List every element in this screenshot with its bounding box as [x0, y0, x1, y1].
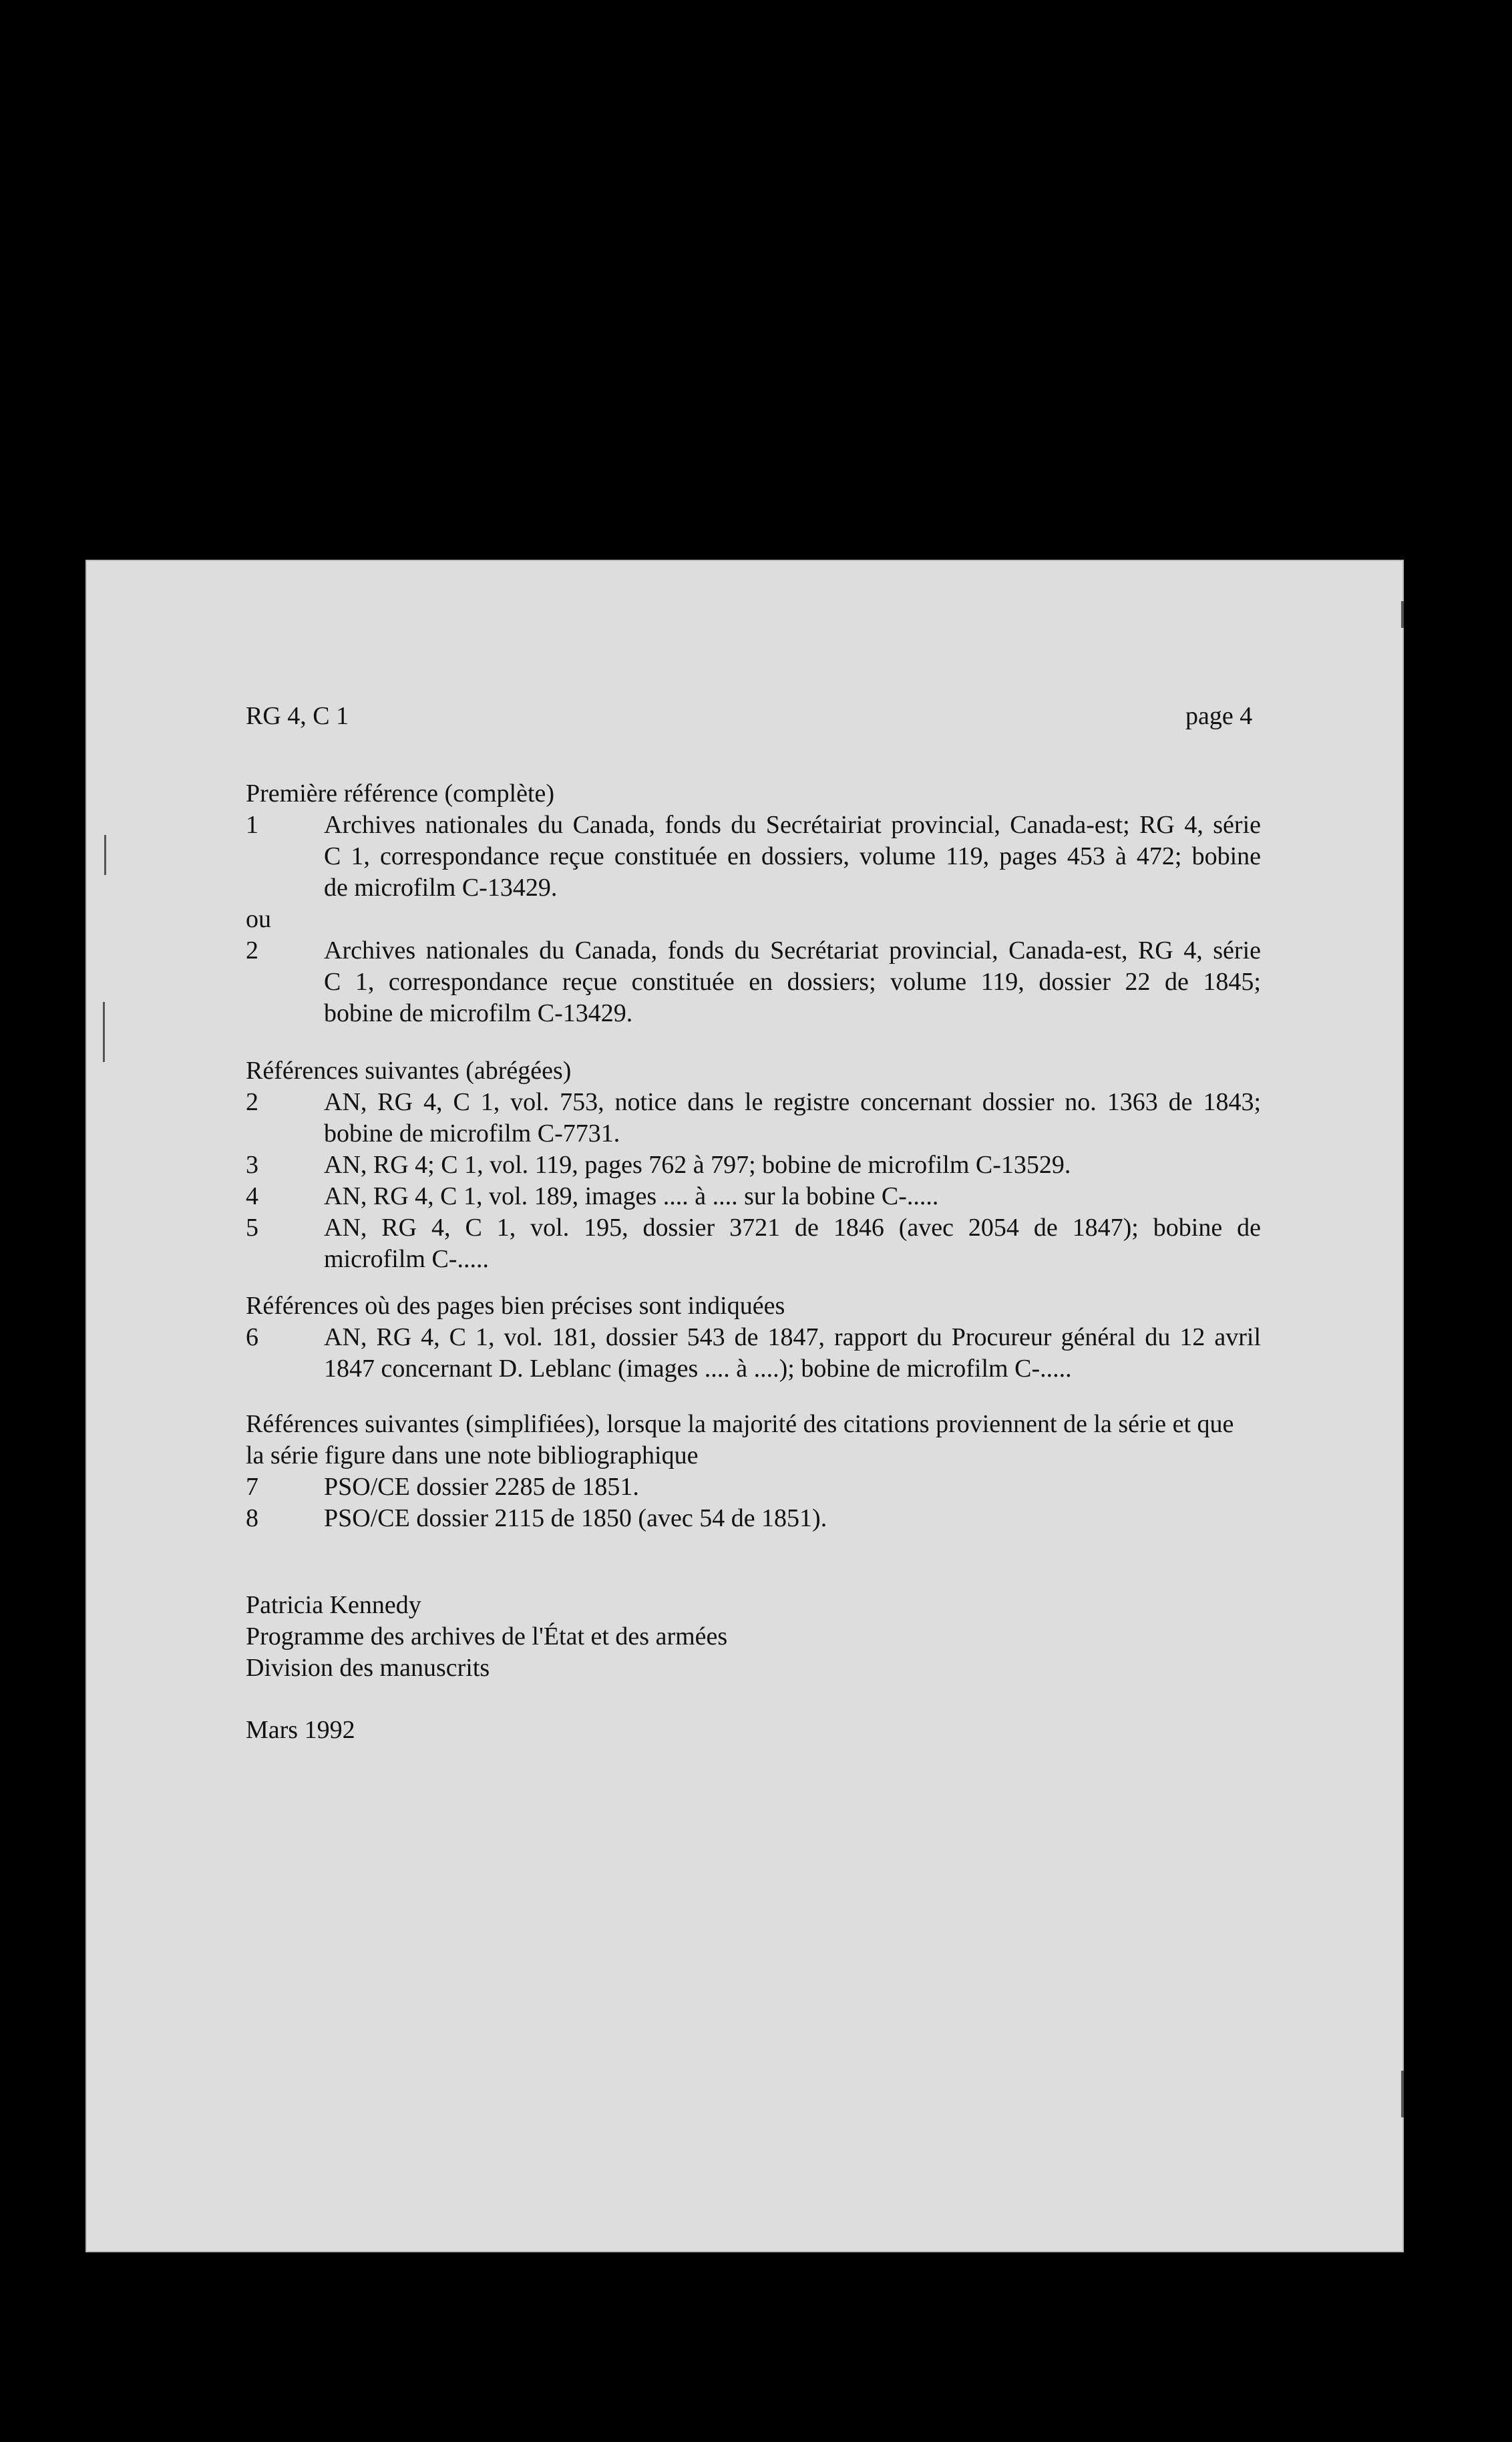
section-heading-full-reference: Première référence (complète) [246, 779, 555, 808]
reference-line: microfilm C-..... [324, 1245, 489, 1273]
reference-text [324, 1322, 1261, 1385]
reference-text [324, 1212, 1261, 1275]
reference-line: C 1, correspondance reçue constituée en dossiers; volume 119, dossier 22 de 1845; [324, 968, 1261, 996]
section-heading-short-references: Références suivantes (abrégées) [246, 1057, 572, 1085]
author-name: Patricia Kennedy [246, 1591, 421, 1619]
reference-text [324, 1471, 1261, 1503]
reference-line: AN, RG 4, C 1, vol. 753, notice dans le registre concernant dossier no. 1363 de 1843; [324, 1088, 1261, 1116]
reference-text [324, 1181, 1261, 1212]
reference-line: AN, RG 4, C 1, vol. 195, dossier 3721 de 1846 (avec 2054 de 1847); bobine de [324, 1214, 1261, 1242]
reference-text [324, 1087, 1261, 1150]
series-reference: RG 4, C 1 [246, 702, 349, 730]
reference-line: C 1, correspondance reçue constituée en dossiers, volume 119, pages 453 à 472; bobine [324, 842, 1261, 870]
reference-line: Archives nationales du Canada, fonds du Secrétariat provincial, Canada-est, RG 4, série [324, 936, 1261, 965]
reference-number: 3 [246, 1151, 258, 1179]
scan-artifact [103, 1002, 105, 1062]
reference-line: bobine de microfilm C-13429. [324, 999, 633, 1027]
reference-text [324, 1150, 1261, 1181]
reference-number: 8 [246, 1504, 258, 1532]
reference-text [324, 810, 1261, 904]
section-heading-simplified-references-continued: la série figure dans une note bibliographique [246, 1441, 699, 1469]
reference-number: 2 [246, 1088, 258, 1116]
section-heading-simplified-references: Références suivantes (simplifiées), lorsque la majorité des citations proviennent de la série et que [246, 1410, 1234, 1438]
reference-number: 4 [246, 1182, 258, 1210]
document-date: Mars 1992 [246, 1716, 355, 1744]
reference-line: de microfilm C-13429. [324, 874, 558, 902]
reference-number: 6 [246, 1323, 258, 1351]
scan-artifact [1401, 2071, 1404, 2117]
reference-line: 1847 concernant D. Leblanc (images .... à ....); bobine de microfilm C-..... [324, 1355, 1072, 1383]
reference-line: AN, RG 4, C 1, vol. 189, images .... à .... sur la bobine C-..... [324, 1182, 939, 1210]
program-name: Programme des archives de l'État et des armées [246, 1622, 728, 1650]
page-number: page 4 [1185, 702, 1253, 730]
reference-line: AN, RG 4, C 1, vol. 181, dossier 543 de 1847, rapport du Procureur général du 12 avril [324, 1323, 1261, 1351]
reference-line: PSO/CE dossier 2285 de 1851. [324, 1473, 639, 1501]
reference-number: 1 [246, 811, 258, 839]
reference-line: Archives nationales du Canada, fonds du Secrétairiat provincial, Canada-est; RG 4, série [324, 811, 1261, 839]
reference-line: PSO/CE dossier 2115 de 1850 (avec 54 de 1851). [324, 1504, 827, 1532]
scan-artifact [104, 835, 106, 875]
reference-number: 2 [246, 936, 258, 965]
reference-number: 7 [246, 1473, 258, 1501]
section-heading-precise-references: Références où des pages bien précises sont indiquées [246, 1292, 785, 1320]
reference-number: 5 [246, 1214, 258, 1242]
scan-artifact [1401, 601, 1404, 628]
reference-text [324, 1503, 1261, 1534]
reference-line: bobine de microfilm C-7731. [324, 1119, 620, 1148]
or-label: ou [246, 905, 271, 933]
reference-text [324, 935, 1261, 1029]
reference-line: AN, RG 4; C 1, vol. 119, pages 762 à 797; bobine de microfilm C-13529. [324, 1151, 1071, 1179]
division-name: Division des manuscrits [246, 1654, 490, 1682]
